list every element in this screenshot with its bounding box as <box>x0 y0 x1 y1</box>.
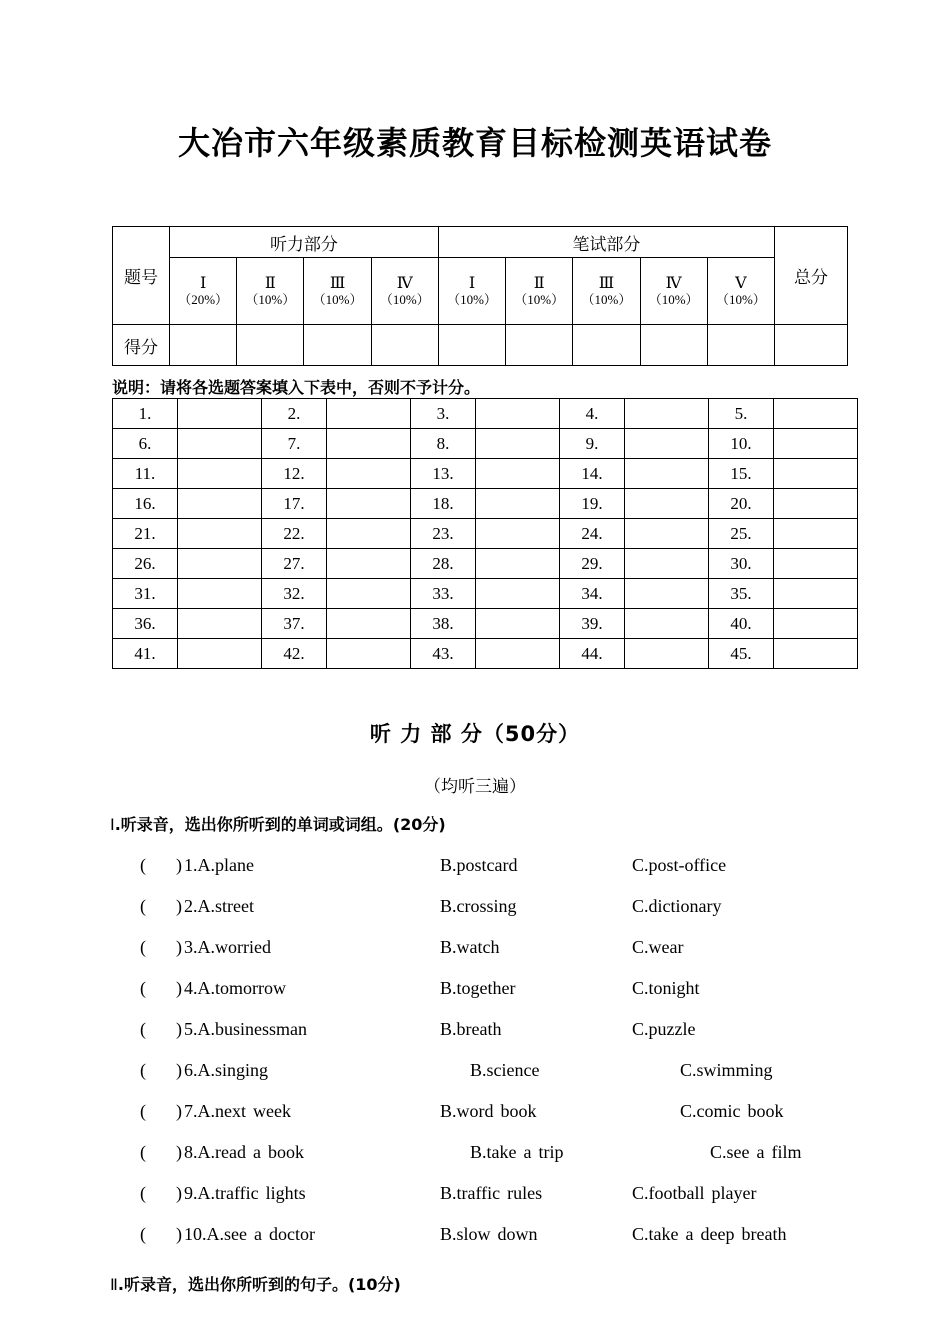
question-row <box>140 1224 900 1265</box>
score-table-score-label: 得分 <box>113 325 170 366</box>
answer-number-cell: 26. <box>113 549 178 579</box>
answer-input-cell[interactable] <box>625 579 709 609</box>
question-option[interactable]: C.see a film <box>710 1142 802 1162</box>
answer-input-cell[interactable] <box>327 459 411 489</box>
question-option[interactable]: C.post-office <box>632 855 727 875</box>
answer-input-cell[interactable] <box>625 639 709 669</box>
answer-number-cell: 12. <box>262 459 327 489</box>
section-1-marker: Ⅰ <box>110 817 115 834</box>
score-entry-cell[interactable] <box>304 325 371 366</box>
score-col-roman: Ⅱ <box>264 274 276 292</box>
question-option[interactable]: B.word book <box>440 1101 537 1121</box>
score-entry-total-cell[interactable] <box>775 325 848 366</box>
answer-grid-row <box>113 639 858 669</box>
answer-input-cell[interactable] <box>774 519 858 549</box>
answer-grid <box>112 398 858 669</box>
score-table-body <box>113 227 848 366</box>
question-row <box>140 1101 900 1142</box>
answer-input-cell[interactable] <box>476 579 560 609</box>
question-row <box>140 1019 900 1060</box>
answer-number-cell: 17. <box>262 489 327 519</box>
question-option[interactable]: C.take a deep breath <box>632 1224 787 1244</box>
answer-grid-row <box>113 489 858 519</box>
question-option[interactable]: C.dictionary <box>632 896 722 916</box>
question-option[interactable]: 5.A.businessman <box>184 1019 307 1039</box>
answer-number-cell: 38. <box>411 609 476 639</box>
score-entry-cell[interactable] <box>573 325 640 366</box>
question-option[interactable]: B.postcard <box>440 855 518 875</box>
score-table-total-label: 总分 <box>775 227 848 325</box>
answer-number-cell: 18. <box>411 489 476 519</box>
question-row <box>140 1183 900 1224</box>
section-1-instruction <box>110 812 446 835</box>
answer-input-cell[interactable] <box>774 489 858 519</box>
answer-bracket-open[interactable]: ( <box>140 855 146 875</box>
answer-number-cell: 43. <box>411 639 476 669</box>
score-col-w3 <box>573 258 640 325</box>
answer-input-cell[interactable] <box>625 519 709 549</box>
answer-number-cell: 19. <box>560 489 625 519</box>
score-col-roman: Ⅳ <box>665 274 682 292</box>
answer-bracket-close[interactable]: ) <box>176 1019 182 1039</box>
question-option[interactable]: B.take a trip <box>470 1142 564 1162</box>
question-option[interactable]: 2.A.street <box>184 896 254 916</box>
answer-number-cell: 1. <box>113 399 178 429</box>
score-col-w1 <box>438 258 505 325</box>
answer-bracket-close[interactable]: ) <box>176 937 182 957</box>
answer-input-cell[interactable] <box>774 579 858 609</box>
answer-input-cell[interactable] <box>476 609 560 639</box>
answer-bracket-open[interactable]: ( <box>140 1019 146 1039</box>
question-option[interactable]: C.swimming <box>680 1060 773 1080</box>
question-row <box>140 1060 900 1101</box>
section-2-points: (10分) <box>347 1275 401 1294</box>
question-option[interactable]: B.crossing <box>440 896 517 916</box>
answer-grid-row <box>113 579 858 609</box>
answer-number-cell: 2. <box>262 399 327 429</box>
answer-grid-row <box>113 429 858 459</box>
answer-bracket-close[interactable]: ) <box>176 1142 182 1162</box>
question-option[interactable]: 3.A.worried <box>184 937 271 957</box>
question-option[interactable]: B.together <box>440 978 516 998</box>
answer-number-cell: 37. <box>262 609 327 639</box>
answer-number-cell: 39. <box>560 609 625 639</box>
page-title: 大冶市六年级素质教育目标检测英语试卷 <box>177 124 772 162</box>
answer-input-cell[interactable] <box>625 549 709 579</box>
answer-number-cell: 16. <box>113 489 178 519</box>
answer-bracket-open[interactable]: ( <box>140 1142 146 1162</box>
answer-number-cell: 42. <box>262 639 327 669</box>
question-option[interactable]: C.comic book <box>680 1101 784 1121</box>
answer-number-cell: 15. <box>709 459 774 489</box>
score-col-percent: （10%） <box>447 291 497 307</box>
answer-bracket-open[interactable]: ( <box>140 978 146 998</box>
answer-number-cell: 10. <box>709 429 774 459</box>
answer-number-cell: 22. <box>262 519 327 549</box>
answer-input-cell[interactable] <box>178 399 262 429</box>
answer-input-cell[interactable] <box>178 459 262 489</box>
answer-number-cell: 14. <box>560 459 625 489</box>
score-col-percent: （10%） <box>379 291 430 307</box>
answer-number-cell: 36. <box>113 609 178 639</box>
answer-grid-row <box>113 609 858 639</box>
answer-input-cell[interactable] <box>476 429 560 459</box>
answer-bracket-close[interactable]: ) <box>176 1224 182 1244</box>
question-option[interactable]: 10.A.see a doctor <box>184 1224 315 1244</box>
answer-number-cell: 35. <box>709 579 774 609</box>
answer-bracket-close[interactable]: ) <box>176 896 182 916</box>
score-col-l4 <box>371 258 438 325</box>
score-col-w5 <box>707 258 774 325</box>
score-col-percent: （20%） <box>178 291 229 307</box>
answer-grid-body <box>113 399 858 669</box>
score-entry-cell[interactable] <box>640 325 707 366</box>
score-entry-cell[interactable] <box>371 325 438 366</box>
answer-bracket-close[interactable]: ) <box>176 1183 182 1203</box>
answer-number-cell: 33. <box>411 579 476 609</box>
answer-input-cell[interactable] <box>327 549 411 579</box>
answer-bracket-open[interactable]: ( <box>140 1060 146 1080</box>
question-option[interactable]: C.tonight <box>632 978 700 998</box>
answer-input-cell[interactable] <box>625 489 709 519</box>
score-entry-cell[interactable] <box>438 325 505 366</box>
question-option[interactable]: C.wear <box>632 937 684 957</box>
answer-bracket-open[interactable]: ( <box>140 937 146 957</box>
answer-number-cell: 4. <box>560 399 625 429</box>
score-table-group-listening: 听力部分 <box>170 227 439 258</box>
score-col-percent: （10%） <box>245 291 296 307</box>
answer-input-cell[interactable] <box>327 489 411 519</box>
score-col-percent: （10%） <box>715 291 766 307</box>
answer-bracket-close[interactable]: ) <box>176 855 182 875</box>
answer-input-cell[interactable] <box>476 549 560 579</box>
answer-input-cell[interactable] <box>476 489 560 519</box>
score-col-roman: Ⅲ <box>329 274 346 292</box>
score-entry-cell[interactable] <box>170 325 237 366</box>
question-row <box>140 937 900 978</box>
answer-input-cell[interactable] <box>774 459 858 489</box>
answer-grid-note: 说明：请将各选题答案填入下表中，否则不予计分。 <box>112 378 481 397</box>
answer-number-cell: 41. <box>113 639 178 669</box>
score-col-roman: Ⅱ <box>533 274 545 292</box>
score-table-score-row <box>113 325 848 366</box>
question-option[interactable]: 8.A.read a book <box>184 1142 304 1162</box>
answer-input-cell[interactable] <box>327 429 411 459</box>
score-table-group-written: 笔试部分 <box>438 227 774 258</box>
answer-number-cell: 9. <box>560 429 625 459</box>
answer-input-cell[interactable] <box>476 459 560 489</box>
question-option[interactable]: B.watch <box>440 937 500 957</box>
answer-input-cell[interactable] <box>625 609 709 639</box>
question-row <box>140 1142 900 1183</box>
answer-number-cell: 20. <box>709 489 774 519</box>
score-entry-cell[interactable] <box>707 325 774 366</box>
question-option[interactable]: 4.A.tomorrow <box>184 978 286 998</box>
score-col-roman: Ⅰ <box>199 274 207 292</box>
answer-input-cell[interactable] <box>178 579 262 609</box>
score-col-roman: Ⅴ <box>735 274 747 292</box>
answer-bracket-open[interactable]: ( <box>140 896 146 916</box>
question-option[interactable]: 1.A.plane <box>184 855 254 875</box>
question-list <box>140 855 900 1265</box>
answer-input-cell[interactable] <box>178 429 262 459</box>
score-entry-cell[interactable] <box>506 325 573 366</box>
listening-part-subheading: （均听三遍） <box>424 777 526 796</box>
answer-grid-row <box>113 519 858 549</box>
question-option[interactable]: 9.A.traffic lights <box>184 1183 306 1203</box>
score-table-group-row <box>113 227 848 258</box>
answer-input-cell[interactable] <box>327 579 411 609</box>
score-col-w2 <box>506 258 573 325</box>
score-col-percent: （10%） <box>581 291 632 307</box>
answer-number-cell: 44. <box>560 639 625 669</box>
answer-input-cell[interactable] <box>327 399 411 429</box>
answer-grid-row <box>113 459 858 489</box>
answer-bracket-close[interactable]: ) <box>176 978 182 998</box>
answer-bracket-close[interactable]: ) <box>176 1101 182 1121</box>
answer-number-cell: 25. <box>709 519 774 549</box>
score-table-column-row <box>113 258 848 325</box>
score-table <box>112 226 848 366</box>
answer-input-cell[interactable] <box>178 639 262 669</box>
question-row <box>140 978 900 1019</box>
answer-input-cell[interactable] <box>774 399 858 429</box>
score-col-l3 <box>304 258 371 325</box>
score-entry-cell[interactable] <box>237 325 304 366</box>
answer-number-cell: 21. <box>113 519 178 549</box>
answer-input-cell[interactable] <box>327 519 411 549</box>
answer-input-cell[interactable] <box>327 639 411 669</box>
answer-input-cell[interactable] <box>476 519 560 549</box>
answer-input-cell[interactable] <box>476 399 560 429</box>
section-2-marker: Ⅱ <box>110 1277 118 1294</box>
score-col-w4 <box>640 258 707 325</box>
answer-input-cell[interactable] <box>327 609 411 639</box>
section-2-text: .听录音，选出你所听到的句子。 <box>117 1275 348 1294</box>
score-table-question-label: 题号 <box>113 227 170 325</box>
score-col-roman: Ⅳ <box>396 274 413 292</box>
answer-number-cell: 13. <box>411 459 476 489</box>
answer-number-cell: 29. <box>560 549 625 579</box>
answer-bracket-open[interactable]: ( <box>140 1224 146 1244</box>
score-col-roman: Ⅰ <box>468 274 476 292</box>
score-col-l1 <box>170 258 237 325</box>
answer-grid-row <box>113 399 858 429</box>
answer-input-cell[interactable] <box>476 639 560 669</box>
answer-number-cell: 31. <box>113 579 178 609</box>
section-1-text: .听录音，选出你所听到的单词或词组。 <box>114 815 393 834</box>
score-col-percent: （10%） <box>514 291 565 307</box>
section-1-points: (20分) <box>392 815 446 834</box>
question-option[interactable]: B.slow down <box>440 1224 538 1244</box>
answer-input-cell[interactable] <box>178 519 262 549</box>
question-option[interactable]: B.science <box>470 1060 540 1080</box>
question-row <box>140 896 900 937</box>
answer-input-cell[interactable] <box>178 489 262 519</box>
answer-number-cell: 30. <box>709 549 774 579</box>
answer-number-cell: 28. <box>411 549 476 579</box>
answer-grid-row <box>113 549 858 579</box>
score-col-roman: Ⅲ <box>598 274 615 292</box>
answer-number-cell: 3. <box>411 399 476 429</box>
answer-input-cell[interactable] <box>774 549 858 579</box>
answer-number-cell: 24. <box>560 519 625 549</box>
question-option[interactable]: C.puzzle <box>632 1019 696 1039</box>
question-option[interactable]: 6.A.singing <box>184 1060 269 1080</box>
answer-input-cell[interactable] <box>178 549 262 579</box>
listening-part-heading: 听 力 部 分（50分） <box>369 722 581 746</box>
question-row <box>140 855 900 896</box>
answer-input-cell[interactable] <box>625 429 709 459</box>
answer-number-cell: 7. <box>262 429 327 459</box>
answer-number-cell: 32. <box>262 579 327 609</box>
answer-number-cell: 34. <box>560 579 625 609</box>
answer-input-cell[interactable] <box>625 399 709 429</box>
score-col-percent: （10%） <box>648 291 699 307</box>
answer-number-cell: 40. <box>709 609 774 639</box>
answer-bracket-open[interactable]: ( <box>140 1183 146 1203</box>
answer-input-cell[interactable] <box>774 429 858 459</box>
answer-bracket-close[interactable]: ) <box>176 1060 182 1080</box>
section-2-instruction <box>110 1272 401 1295</box>
answer-input-cell[interactable] <box>625 459 709 489</box>
answer-number-cell: 23. <box>411 519 476 549</box>
answer-bracket-open[interactable]: ( <box>140 1101 146 1121</box>
question-option[interactable]: C.football player <box>632 1183 757 1203</box>
answer-input-cell[interactable] <box>774 639 858 669</box>
question-option[interactable]: 7.A.next week <box>184 1101 291 1121</box>
answer-number-cell: 11. <box>113 459 178 489</box>
answer-number-cell: 45. <box>709 639 774 669</box>
question-option[interactable]: B.breath <box>440 1019 502 1039</box>
score-col-l2 <box>237 258 304 325</box>
answer-input-cell[interactable] <box>774 609 858 639</box>
answer-number-cell: 6. <box>113 429 178 459</box>
answer-number-cell: 5. <box>709 399 774 429</box>
answer-number-cell: 27. <box>262 549 327 579</box>
answer-input-cell[interactable] <box>178 609 262 639</box>
question-option[interactable]: B.traffic rules <box>440 1183 543 1203</box>
answer-number-cell: 8. <box>411 429 476 459</box>
score-col-percent: （10%） <box>312 291 363 307</box>
